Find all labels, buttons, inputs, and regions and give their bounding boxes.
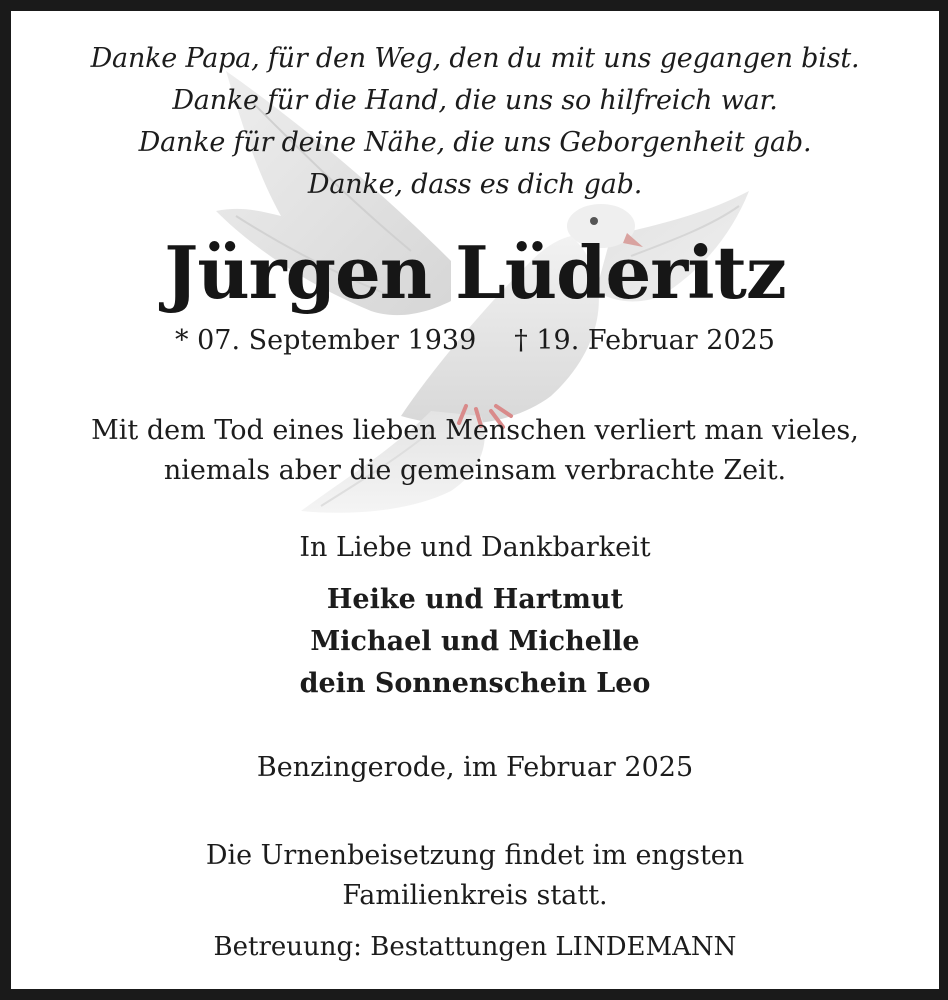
life-dates bbox=[11, 323, 939, 359]
funeral-home: Betreuung: Bestattungen LINDEMANN bbox=[213, 932, 737, 962]
mourner-name: Michael und Michelle bbox=[310, 626, 640, 657]
quote-line: Mit dem Tod eines lieben Menschen verliert man vieles, bbox=[91, 415, 859, 446]
love-line: In Liebe und Dankbarkeit bbox=[299, 532, 651, 563]
place-date: Benzingerode, im Februar 2025 bbox=[256, 752, 694, 783]
burial-line: Familienkreis statt. bbox=[342, 880, 608, 911]
deceased-name: Jürgen Lüderitz bbox=[164, 230, 786, 315]
poem-line: Danke Papa, für den Weg, den du mit uns gegangen bist. bbox=[90, 43, 860, 74]
quote-line: niemals aber die gemeinsam verbrachte Zeit. bbox=[163, 455, 787, 486]
mourner-name: Heike und Hartmut bbox=[326, 584, 624, 615]
poem-line: Danke für die Hand, die uns so hilfreich war. bbox=[172, 85, 778, 116]
poem-line: Danke für deine Nähe, die uns Geborgenheit gab. bbox=[138, 127, 812, 158]
death-date: † 19. Februar 2025 bbox=[514, 325, 775, 356]
mourner-name: dein Sonnenschein Leo bbox=[299, 668, 651, 699]
birth-date: * 07. September 1939 bbox=[175, 325, 477, 356]
poem-line: Danke, dass es dich gab. bbox=[307, 169, 643, 200]
burial-line: Die Urnenbeisetzung findet im engsten bbox=[205, 840, 745, 871]
